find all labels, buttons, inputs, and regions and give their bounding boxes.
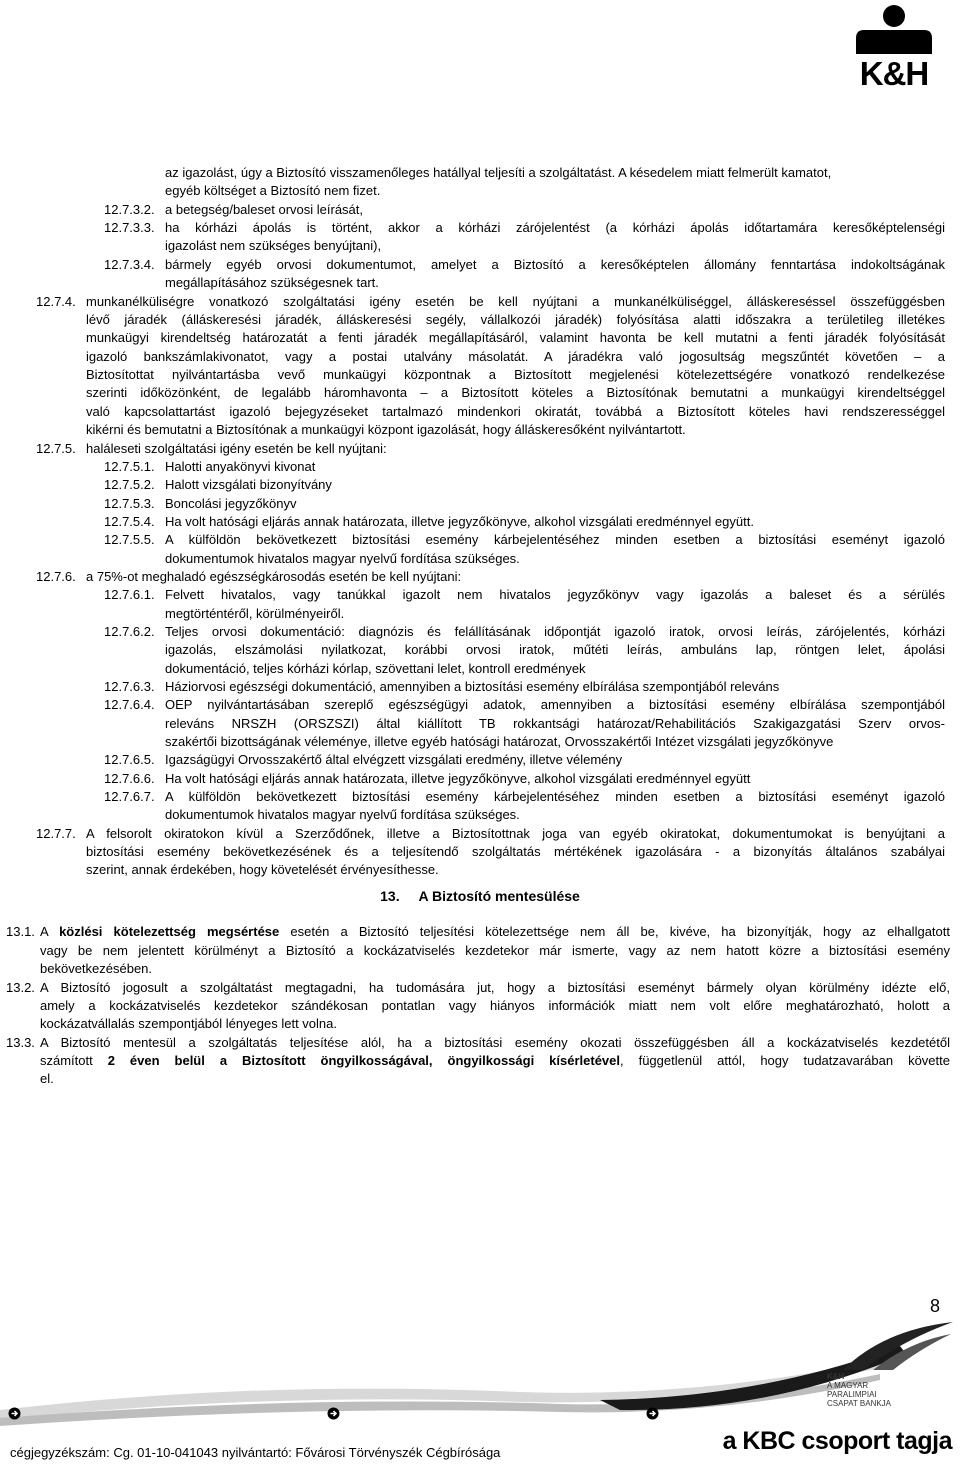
item-text: A Biztosító mentesül a szolgáltatás teljesítése alól, ha a biztosítási esemény okozati összefüggésben áll a kockázatviselés kezdetétől: [40, 1035, 950, 1050]
item-text: A külföldön bekövetkezett biztosítási esemény kárbejelentéséhez minden esetben a biztosítási eseményt igazoló: [165, 789, 945, 804]
item-text: szerinti időközönként, de legalább háromhavonta – a Biztosított köteles a Biztosítónak bemutatni a munkaügyi kirendeltséggel: [86, 385, 945, 400]
item-text: bekövetkezésében.: [40, 961, 153, 976]
item-text: Halott vizsgálati bizonyítvány: [165, 477, 332, 492]
footer-registry: cégjegyzékszám: Cg. 01-10-041043 nyilvántartó: Fővárosi Törvényszék Cégbírósága: [10, 1445, 501, 1460]
item-text: haláleseti szolgáltatási igény esetén be kell nyújtani:: [86, 441, 387, 456]
partner-line: K&H: [827, 1372, 845, 1381]
item-number: 12.7.6.2.: [104, 624, 155, 639]
item-text: megtörténtéről, körülményeiről.: [165, 606, 345, 621]
paralympic-partner-badge: [823, 1320, 958, 1424]
item-text: vagy be nem jelentett körülményt a Biztosító a kockázatviselés kezdetekor már ismerte, vagy az nem hatott közre a biztosítási esemény: [40, 943, 950, 958]
section-heading-number: 13.: [380, 888, 400, 904]
item-text: A külföldön bekövetkezett biztosítási esemény kárbejelentéséhez minden esetben a biztosítási eseményt igazoló: [165, 532, 945, 547]
item-text: Ha volt hatósági eljárás annak határozata, illetve jegyzőkönyve, alkohol vizsgálati eredménnyel együtt.: [165, 514, 754, 529]
item-text: Biztosítottat nyilvántartásba vevő munkaügyi központnak a Biztosított megjelenési kötelezettségére vonatkozó rendelkezése: [86, 367, 945, 382]
item-number: 12.7.6.3.: [104, 679, 155, 694]
item-number: 12.7.3.4.: [104, 257, 155, 272]
item-text: munkaügyi kirendeltség határozatát a fenti járadék megállapításáról, valamint havonta be kell mutatni a fenti járadék folyósítását: [86, 330, 945, 345]
item-number: 12.7.6.4.: [104, 697, 155, 712]
item-number: 12.7.3.3.: [104, 220, 155, 235]
partner-line: A MAGYAR: [827, 1381, 869, 1390]
item-text: releváns NRSZH (ORSZSZI) által kiállított TB rokkantsági határozat/Rehabilitációs Szakigazgatási Szerv orvos-: [165, 716, 945, 731]
text-run: számított: [40, 1053, 108, 1068]
section-heading: [0, 887, 960, 905]
item-number: 12.7.5.5.: [104, 532, 155, 547]
item-number: 12.7.6.7.: [104, 789, 155, 804]
text-run: A: [40, 924, 60, 939]
kh-logo: [838, 4, 950, 92]
item-number: 13.2.: [6, 980, 35, 995]
item-text: munkanélküliségre vonatkozó szolgáltatási igény esetén be kell nyújtani a munkanélküliséggel, álláskereséssel összefüggésben: [86, 294, 945, 309]
kh-logo-mark: [838, 4, 950, 58]
item-text: dokumentáció, teljes kórházi kórlap, szövettani lelet, kontroll eredmények: [165, 661, 586, 676]
partner-line: CSAPAT BANKJA: [827, 1399, 892, 1408]
item-text: kockázatvállalás szempontjából lényeges lett volna.: [40, 1016, 338, 1031]
item-number: 12.7.6.6.: [104, 771, 155, 786]
item-text: OEP nyilvántartásában szereplő egészségügyi adatok, amennyiben a biztosítási esemény elbírálása szempontjából: [165, 697, 945, 712]
item-number: 12.7.4.: [36, 294, 76, 309]
item-text: Igazságügyi Orvosszakértő által elvégzett vizsgálati eredmény, illetve vélemény: [165, 752, 623, 767]
paralympic-swoosh-icon: [823, 1320, 958, 1372]
footer-tagline: a KBC csoport tagja: [722, 1427, 952, 1455]
item-text: Boncolási jegyzőkönyv: [165, 496, 297, 511]
arrow-right-icon: [646, 1407, 659, 1420]
item-text: szakértői bizottságának véleménye, illetve egyéb hatósági határozat, Orvosszakértői Intézet vizsgálati jegyzőkönyve: [165, 734, 834, 749]
item-number: 12.7.6.: [36, 569, 76, 584]
item-text: A felsorolt okiratokon kívül a Szerződőnek, illetve a Biztosítottnak joga van egyéb okiratokat, dokumentumokat is benyújtani a: [86, 826, 945, 841]
item-text: igazolás, elszámolási nyilatkozat, korábbi orvosi iratok, műtéti leírás, ambuláns lap, röntgen lelet, ápolási: [165, 642, 945, 657]
text-line: egyéb költséget a Biztosító nem fizet.: [165, 183, 381, 198]
text-line: az igazolást, úgy a Biztosító visszamenőleges hatállyal teljesíti a szolgáltatást. A késedelem miatt felmerült kamatot,: [165, 165, 832, 180]
item-text: a 75%-ot meghaladó egészségkárosodás esetén be kell nyújtani:: [86, 569, 462, 584]
item-text: lévő járadék (álláskeresési járadék, álláskeresési segély, vállalkozói járadék) folyósítása alatti időszakra a területileg illetékes: [86, 312, 945, 327]
item-text: Halotti anyakönyvi kivonat: [165, 459, 316, 474]
text-run: esetén a Biztosító teljesítési kötelezettsége nem áll be, kivéve, ha bizonyítják, hogy az elhallgatott: [279, 924, 950, 939]
item-text: Felvett hivatalos, vagy tanúkkal igazolt nem hivatalos jegyzőkönyv vagy igazolás a baleset és a sérülés: [165, 587, 945, 602]
item-number: 13.1.: [6, 924, 35, 939]
item-text: igazoló bankszámlakivonatot, vagy a postai utalvány másolatát. A járadékra való jogosultság megszűntét követően – a: [86, 349, 945, 364]
item-number: 12.7.5.2.: [104, 477, 155, 492]
item-number: 12.7.3.2.: [104, 202, 155, 217]
item-text: a betegség/baleset orvosi leírását,: [165, 202, 364, 217]
arrow-right-icon: [8, 1407, 21, 1420]
item-text: bármely egyéb orvosi dokumentumot, amelyet a Biztosító a keresőképtelen állomány fenntartása indokoltságának: [165, 257, 945, 272]
footer-swoosh: [0, 1340, 960, 1430]
item-number: 13.3.: [6, 1035, 35, 1050]
item-number: 12.7.5.4.: [104, 514, 155, 529]
item-number: 12.7.5.3.: [104, 496, 155, 511]
item-text: igazolást nem szükséges benyújtani),: [165, 238, 382, 253]
item-number: 12.7.5.1.: [104, 459, 155, 474]
item-text: [40, 1052, 950, 1070]
item-text: szerint, annak érdekében, hogy követelését érvényesíthesse.: [86, 862, 439, 877]
bold-run: közlési kötelezettség megsértése: [59, 924, 280, 939]
item-text: Háziorvosi egészségi dokumentáció, amennyiben a biztosítási esemény elbírálása szempontjából releváns: [165, 679, 780, 694]
item-text: A Biztosító jogosult a szolgáltatást megtagadni, ha tudomására jut, hogy a biztosítási eseményt bármely olyan körülmény idézte elő,: [40, 980, 950, 995]
bold-run: 2 éven belül a Biztosított öngyilkosságával, öngyilkossági kísérletével: [107, 1053, 620, 1068]
page-number: 8: [929, 1296, 940, 1316]
logo-text: K&H: [859, 55, 929, 92]
item-text: biztosítási esemény bekövetkezésének és a teljesítendő szolgáltatás mértékének igazolására - a bizonyítás általános szabályai: [86, 844, 945, 859]
partner-line: PARALIMPIAI: [827, 1390, 877, 1399]
item-text: [40, 923, 950, 941]
item-number: 12.7.5.: [36, 441, 76, 456]
item-text: ha kórházi ápolás is történt, akkor a kórházi zárójelentést (a kórházi ápolás időtartamára keresőképtelenségi: [165, 220, 945, 235]
partner-text: [827, 1372, 891, 1408]
item-text: amely a kockázatviselés kezdetekor szándékosan pontatlan vagy hiányos információk miatt nem volt előre meghatározható, holott a: [40, 998, 950, 1013]
item-text: dokumentumok hivatalos magyar nyelvű fordítása szükséges.: [165, 807, 520, 822]
item-text: megállapításához szükségesnek tart.: [165, 275, 379, 290]
item-number: 12.7.6.1.: [104, 587, 155, 602]
text-run: , függetlenül attól, hogy tudatzavarában követte: [620, 1053, 950, 1068]
item-text: dokumentumok hivatalos magyar nyelvű fordítása szükséges.: [165, 551, 520, 566]
section-heading-title: A Biztosító mentesülése: [418, 888, 580, 904]
item-number: 12.7.7.: [36, 826, 76, 841]
item-text: Ha volt hatósági eljárás annak határozata, illetve jegyzőkönyve, alkohol vizsgálati eredménnyel együtt: [165, 771, 751, 786]
item-text: el.: [40, 1071, 54, 1086]
item-text: való kapcsolattartást igazoló bejegyzéseket tartalmazó mindenkori okiratát, továbbá a Biztosított köteles havi rendszerességgel: [86, 404, 945, 419]
item-number: 12.7.6.5.: [104, 752, 155, 767]
item-text: kikérni és bemutatni a Biztosítónak a munkaügyi központ igazolását, hogy álláskeresőként nyilvántartott.: [86, 422, 686, 437]
arrow-right-icon: [327, 1407, 340, 1420]
item-text: Teljes orvosi dokumentáció: diagnózis és felállításának időpontját igazoló iratok, orvosi leírás, zárójelentés, kórházi: [165, 624, 945, 639]
